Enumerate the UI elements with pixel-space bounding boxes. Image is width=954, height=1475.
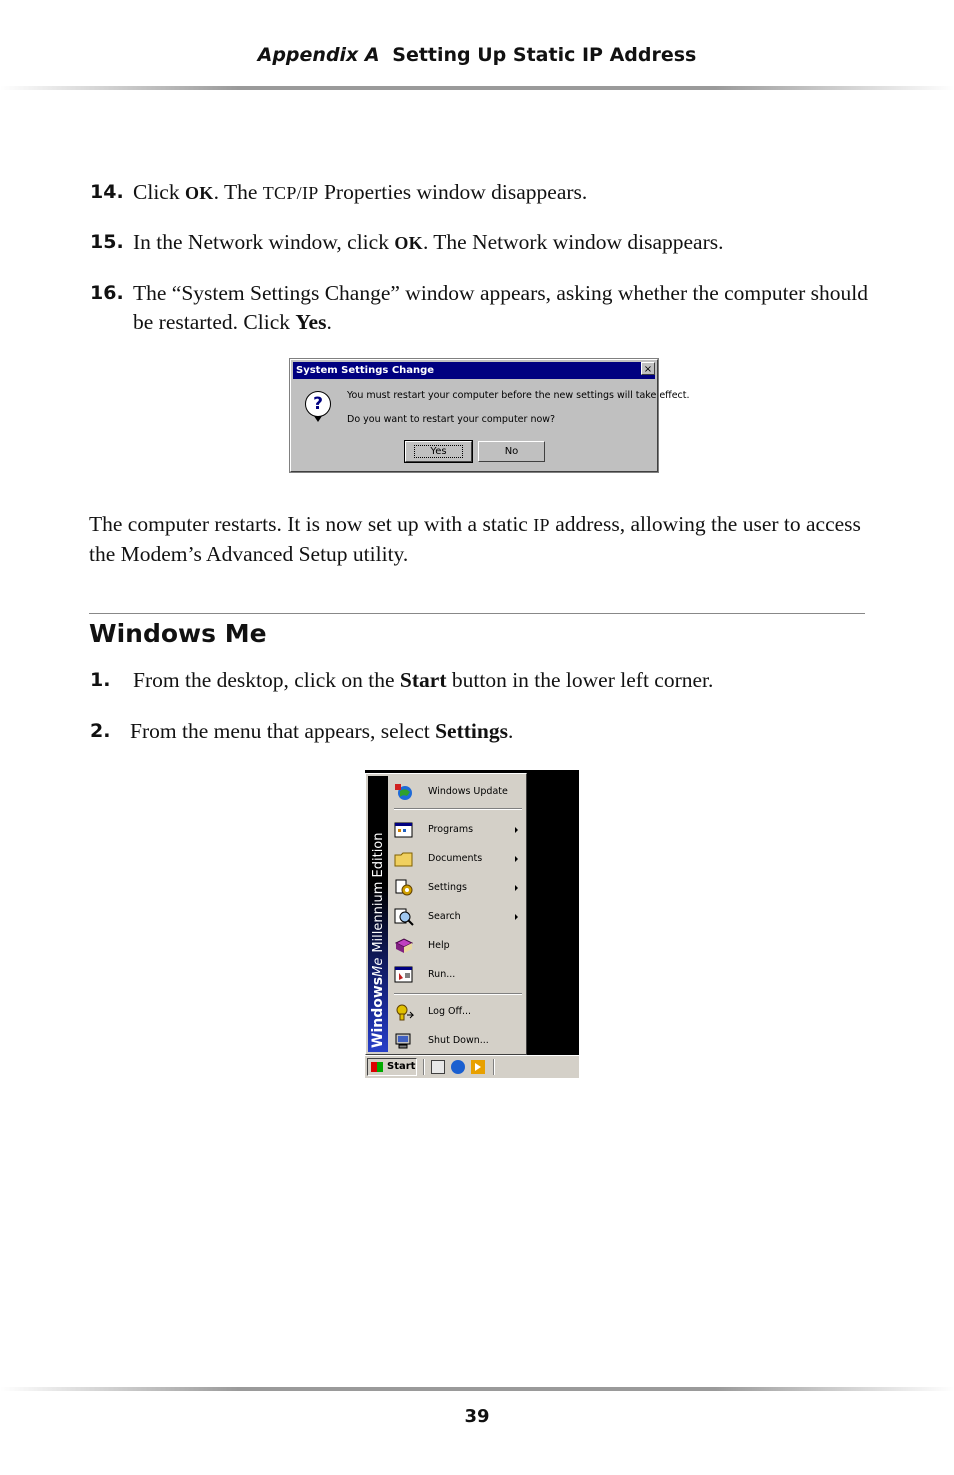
submenu-arrow-icon (515, 856, 518, 862)
quick-launch-divider (423, 1059, 425, 1075)
step-number: 14. (90, 181, 124, 203)
step-me-1 (90, 666, 870, 695)
header-title: Setting Up Static IP Address (392, 44, 697, 66)
help-icon (394, 937, 414, 955)
shut-down-icon (394, 1032, 414, 1050)
dialog-title: System Settings Change (293, 362, 655, 379)
menu-separator (394, 993, 522, 995)
step-14 (90, 178, 870, 208)
step-number: 2. (90, 720, 111, 742)
menu-separator (394, 808, 522, 810)
menu-item-help[interactable]: Help (392, 933, 524, 959)
banner-me: Me (371, 957, 386, 977)
page-header (0, 44, 954, 66)
start-menu (365, 773, 527, 1055)
run-icon (394, 966, 414, 984)
section-title: Windows Me (89, 619, 267, 648)
dialog-message-question: Do you want to restart your computer now? (347, 414, 556, 425)
banner-brand: Windows (370, 976, 386, 1048)
step-text: The “System Settings Change” window appears, asking whether the computer should be restarted. Click Yes. (133, 281, 869, 334)
footer-rule (0, 1387, 954, 1391)
header-rule (0, 86, 954, 90)
step-me-2 (90, 717, 870, 746)
start-term: Start (399, 668, 447, 692)
start-menu-banner (368, 776, 388, 1052)
programs-icon (394, 821, 414, 839)
yes-button[interactable]: Yes (405, 441, 472, 462)
step-number: 16. (90, 282, 124, 304)
restart-paragraph: The computer restarts. It is now set up with a static IP address, allowing the user to access the Modem’s Advanced Setup utility. (89, 512, 861, 566)
step-text: From the menu that appears, select Settings. (130, 719, 514, 743)
ip-term: IP (533, 515, 550, 535)
page-number: 39 (464, 1406, 490, 1427)
menu-item-windows-update[interactable]: Windows Update (392, 779, 524, 805)
no-button[interactable]: No (478, 441, 545, 462)
settings-icon (394, 879, 414, 897)
close-icon[interactable]: × (641, 362, 655, 375)
internet-explorer-icon[interactable] (451, 1060, 465, 1074)
step-text: From the desktop, click on the Start button in the lower left corner. (133, 668, 714, 692)
step-number: 1. (90, 669, 111, 691)
quick-launch-divider (493, 1059, 495, 1075)
ok-term: OK (184, 183, 214, 203)
show-desktop-icon[interactable] (431, 1060, 445, 1074)
start-button[interactable]: Start (367, 1058, 417, 1076)
menu-item-shut-down[interactable]: Shut Down... (392, 1028, 524, 1054)
menu-item-search[interactable]: Search (392, 904, 524, 930)
system-settings-change-dialog (290, 359, 690, 472)
search-icon (394, 908, 414, 926)
windows-update-icon (394, 783, 414, 801)
submenu-arrow-icon (515, 914, 518, 920)
windows-logo-icon (371, 1062, 383, 1072)
header-section: Appendix A (257, 44, 380, 66)
menu-item-log-off[interactable]: Log Off... (392, 999, 524, 1025)
menu-item-documents[interactable]: Documents (392, 846, 524, 872)
question-icon: ? (305, 391, 331, 417)
step-number: 15. (90, 231, 124, 253)
menu-item-settings[interactable]: Settings (392, 875, 524, 901)
step-16 (90, 279, 870, 337)
banner-edition: Millennium Edition (371, 832, 386, 953)
documents-icon (394, 850, 414, 868)
taskbar (365, 1055, 579, 1078)
tcpip-term: TCP/IP (262, 183, 319, 203)
submenu-arrow-icon (515, 827, 518, 833)
log-off-icon (394, 1003, 414, 1021)
ok-term: OK (394, 233, 423, 253)
submenu-arrow-icon (515, 885, 518, 891)
settings-term: Settings (435, 719, 508, 743)
menu-item-run[interactable]: Run... (392, 962, 524, 988)
media-player-icon[interactable] (471, 1060, 485, 1074)
step-15 (90, 228, 870, 258)
section-rule (89, 613, 865, 614)
step-text: Click OK. The TCP/IP Properties window disappears. (133, 180, 588, 204)
dialog-message-restart: You must restart your computer before the new settings will take effect. (347, 390, 690, 401)
start-menu-screenshot (365, 770, 579, 1078)
yes-term: Yes (295, 310, 327, 334)
step-text: In the Network window, click OK. The Network window disappears. (133, 230, 724, 254)
menu-item-programs[interactable]: Programs (392, 817, 524, 843)
